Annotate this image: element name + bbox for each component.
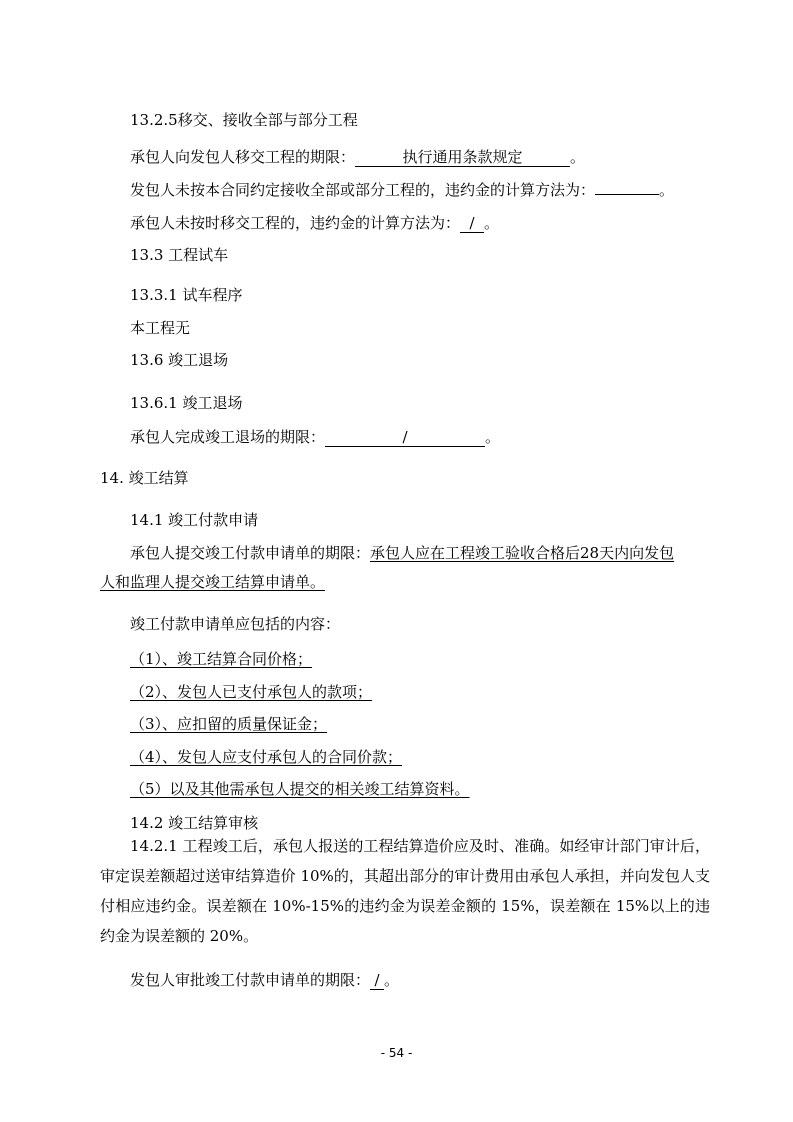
- exit-period-line: [130, 427, 500, 447]
- punct: 。: [659, 181, 675, 199]
- audit-paragraph: 14.2.1 工程竣工后，承包人报送的工程结算造价应及时、准确。如经审计部门审计后，审定误差额超过送审结算造价 10%的，其超出部分的审计费用由承包人承担，并向发包人支付相应违约金。误差额在 10%-15%的违约金为误差金额的 15%，误差额在 15%以上的违约金为误差额的 20%。: [100, 837, 710, 945]
- section-13-2-5-heading: 13.2.5移交、接收全部与部分工程: [130, 111, 358, 129]
- approval-period-value: /: [370, 971, 384, 990]
- page-number: - 54 -: [380, 1046, 413, 1060]
- application-period-line: [130, 543, 674, 563]
- section-13-6-heading: 13.6 竣工退场: [130, 351, 229, 369]
- application-period-value: 承包人应在工程竣工验收合格后28天内向发包: [370, 544, 675, 562]
- handover-period-line: [130, 147, 585, 167]
- acceptance-penalty-label: 发包人未按本合同约定接收全部或部分工程的，违约金的计算方法为：: [130, 181, 596, 199]
- handover-penalty-value: /: [460, 214, 484, 233]
- section-14-2-heading: 14.2 竣工结算审核: [130, 814, 259, 832]
- application-period-line-2: [100, 572, 325, 592]
- section-14-heading: 14. 竣工结算: [100, 469, 189, 487]
- exit-period-value: /: [325, 428, 485, 447]
- punct: 。: [570, 148, 586, 166]
- contents-item-5: （5）以及其他需承包人提交的相关竣工结算资料。: [130, 780, 470, 798]
- application-period-label: 承包人提交竣工付款申请单的期限：: [130, 544, 371, 562]
- approval-period-line: [130, 970, 399, 990]
- contents-item-3: （3）、应扣留的质量保证金；: [130, 715, 328, 733]
- punct: 。: [384, 971, 400, 989]
- punct: 。: [485, 428, 501, 446]
- application-period-value-cont: 人和监理人提交竣工结算申请单。: [100, 573, 326, 591]
- exit-period-label: 承包人完成竣工退场的期限：: [130, 428, 326, 446]
- contents-item-1: （1）、竣工结算合同价格；: [130, 650, 313, 668]
- section-13-3-heading: 13.3 工程试车: [130, 246, 229, 264]
- handover-penalty-label: 承包人未按时移交工程的，违约金的计算方法为：: [130, 214, 461, 232]
- handover-period-value: 执行通用条款规定: [355, 148, 570, 167]
- acceptance-penalty-blank: [595, 194, 659, 195]
- contents-item-2: （2）、发包人已支付承包人的款项；: [130, 683, 373, 701]
- acceptance-penalty-line: [130, 180, 674, 200]
- section-14-1-heading: 14.1 竣工付款申请: [130, 511, 259, 529]
- punct: 。: [484, 214, 500, 232]
- section-13-3-1-heading: 13.3.1 试车程序: [130, 286, 243, 304]
- trial-run-text: 本工程无: [130, 319, 191, 337]
- section-13-6-1-heading: 13.6.1 竣工退场: [130, 394, 243, 412]
- contents-intro: 竣工付款申请单应包括的内容：: [130, 615, 341, 633]
- approval-period-label: 发包人审批竣工付款申请单的期限：: [130, 971, 371, 989]
- contents-item-4: （4）、发包人应支付承包人的合同价款；: [130, 748, 403, 766]
- handover-penalty-line: [130, 213, 499, 233]
- handover-period-label: 承包人向发包人移交工程的期限：: [130, 148, 356, 166]
